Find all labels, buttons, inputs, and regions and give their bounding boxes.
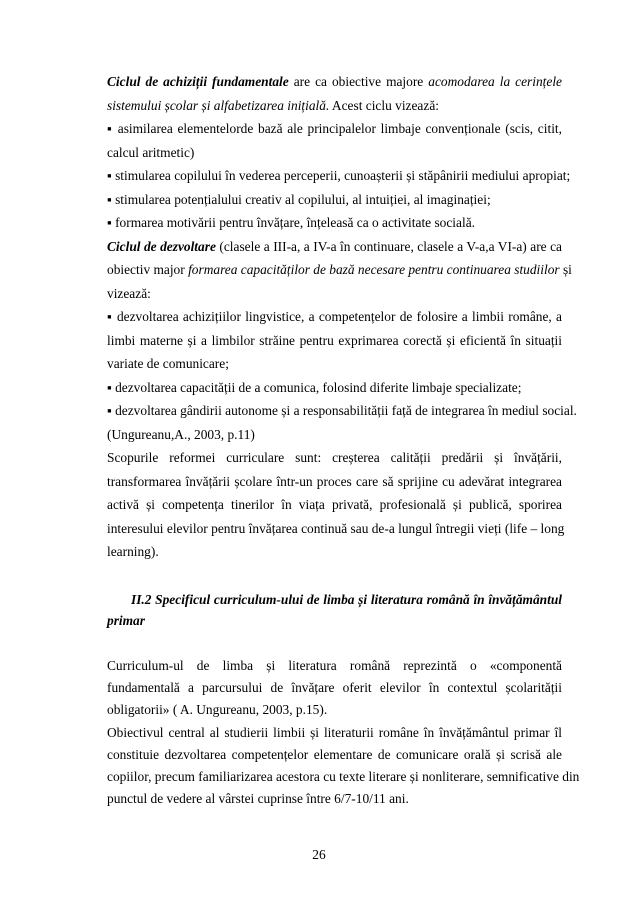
text-segment: learning). — [107, 544, 159, 559]
text-segment: ▪ stimularea copilului în vederea perceperii, cunoașterii și stăpânirii mediului apropiat; — [107, 168, 571, 183]
text-line — [107, 145, 562, 161]
text-line — [107, 403, 577, 419]
text-line — [107, 702, 562, 718]
text-segment: sistemului școlar și alfabetizarea inițială. — [107, 97, 330, 113]
text-line — [107, 474, 562, 490]
text-line — [107, 262, 572, 278]
text-segment: Ciclul de dezvoltare — [107, 238, 216, 254]
text-line — [107, 333, 562, 349]
text-segment: punctul de vedere al vârstei cuprinse între 6/7-10/11 ani. — [107, 791, 409, 807]
text-segment: variate de comunicare; — [107, 356, 229, 371]
text-line — [107, 450, 562, 466]
text-line — [107, 286, 562, 302]
text-segment: și — [559, 262, 572, 277]
section-heading-line2: primar — [107, 613, 145, 628]
text-line — [107, 769, 580, 785]
text-segment: calcul aritmetic) — [107, 144, 195, 160]
text-segment: ▪ dezvoltarea capacității de a comunica, folosind diferite limbaje specializate; — [107, 379, 522, 395]
text-line — [107, 215, 562, 231]
text-segment: ▪ asimilarea elementelorde bază ale principalelor limbaje convenționale (scis, citit, — [107, 121, 562, 136]
text-segment: ▪ dezvoltarea achizițiilor lingvistice, a competențelor de folosire a limbii române, a — [107, 309, 562, 324]
text-line — [107, 427, 562, 443]
text-segment: acomodarea la cerințele — [428, 74, 562, 89]
text-line — [107, 747, 562, 763]
text-segment: ▪ formarea motivării pentru învățare, înțeleasă ca o activitate socială. — [107, 215, 475, 230]
text-line — [107, 380, 562, 396]
text-segment: (clasele a III-a, a IV-a în continuare, clasele a V-a,a VI-a) are ca — [215, 238, 562, 254]
page-number: 26 — [312, 847, 326, 862]
text-segment: Curriculum-ul de limba și literatura română reprezintă o «componentă — [107, 658, 562, 673]
section-heading-line1: II.2 Specificul curriculum-ului de limba și literatura română în învățământul — [131, 592, 562, 607]
text-segment: obiectiv major — [107, 262, 189, 277]
text-line — [107, 725, 562, 741]
text-line — [107, 658, 562, 674]
text-line — [107, 192, 562, 208]
text-segment: activă și competența tinerilor în viața privată, profesională și publică, sporirea — [107, 497, 562, 512]
text-segment: vizează: — [107, 285, 151, 301]
text-segment: ▪ dezvoltarea gândirii autonome și a responsabilității față de integrarea în mediul social. — [107, 403, 577, 418]
text-segment: Ciclul de achiziții fundamentale — [107, 74, 289, 89]
text-segment: copiilor, precum familiarizarea acestora cu texte literare și nonliterare, semnificative din — [107, 769, 580, 784]
text-line — [107, 791, 562, 807]
text-segment: ▪ stimularea potențialului creativ al copilului, al intuiției, al imaginației; — [107, 191, 491, 207]
text-line — [107, 680, 562, 696]
text-segment: constituie dezvoltarea competențelor elementare de comunicare orală și scrisă ale — [107, 746, 562, 762]
text-line — [107, 544, 562, 560]
text-segment: interesului elevilor pentru învățarea continuă sau de-a lungul întregii vieți (life – long — [107, 520, 565, 536]
text-line — [107, 520, 565, 537]
text-line — [107, 356, 562, 372]
text-segment: Obiectivul central al studierii limbii și literaturii române în învățământul primar îl — [107, 724, 562, 740]
text-segment: (Ungureanu,A., 2003, p.11) — [107, 426, 255, 442]
text-segment: are ca obiective majore — [288, 74, 429, 89]
text-line — [107, 168, 571, 184]
text-line — [107, 98, 562, 114]
text-line — [107, 239, 562, 255]
text-segment: obligatorii» ( A. Ungureanu, 2003, p.15). — [107, 702, 328, 718]
text-segment: Acest ciclu vizează: — [329, 97, 439, 113]
text-line — [107, 309, 562, 325]
text-segment: limbi materne și a limbilor străine pentru exprimarea corectă și eficientă în situații — [107, 332, 562, 348]
text-segment: transformarea învățării școlare într-un proces care să sprijine cu adevărat integrarea — [107, 473, 562, 489]
text-segment: Scopurile reformei curriculare sunt: creșterea calității predării și învățării, — [107, 450, 562, 465]
text-line — [107, 74, 562, 90]
text-segment: formarea capacităților de bază necesare pentru continuarea studiilor — [188, 262, 560, 277]
text-segment: fundamentală a parcursului de învățare oferit elevilor în contextul școlarității — [107, 680, 562, 696]
text-line — [107, 121, 562, 137]
text-line — [107, 497, 562, 513]
